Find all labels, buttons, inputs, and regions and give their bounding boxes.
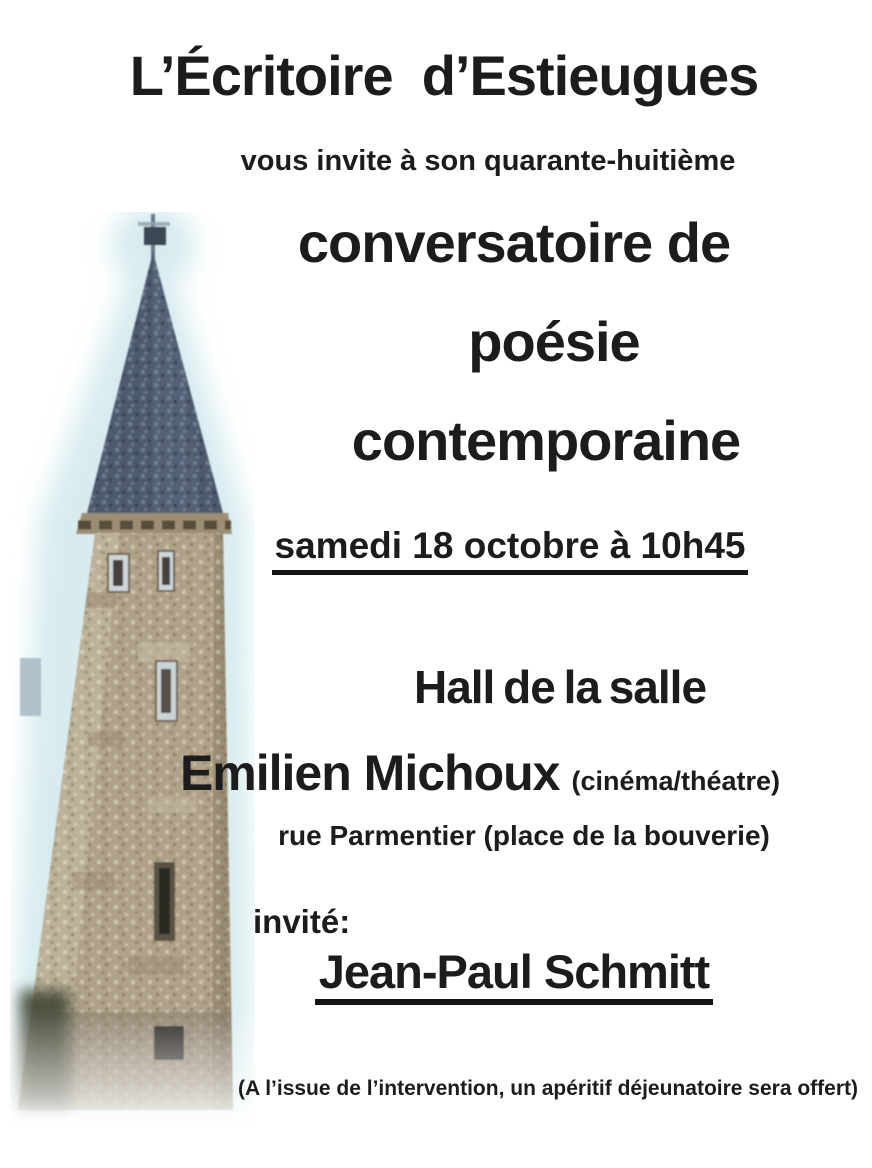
event-datetime-text: samedi 18 octobre à 10h45 [272, 527, 749, 575]
event-name-line1: conversatoire de [297, 211, 731, 274]
event-datetime [74, 527, 872, 575]
venue-note: (cinéma/théatre) [571, 766, 781, 796]
footer-note: (A l’issue de l’intervention, un apéritif déjeunatoire sera offert) [237, 1077, 858, 1100]
venue-name: Emilien Michoux [179, 745, 560, 801]
venue-hall: Hall de la salle [413, 661, 707, 713]
event-name-line2: poésie [468, 310, 640, 373]
venue-address: rue Parmentier (place de la bouverie) [278, 820, 770, 851]
guest-name: Jean-Paul Schmitt [315, 948, 713, 1005]
guest-label: invité: [253, 903, 351, 940]
event-name-line3: contemporaine [351, 409, 741, 472]
poster-title: L’Écritoire d’Estieugues [129, 44, 759, 107]
venue-name-line [44, 745, 872, 801]
invitation-subtitle: vous invite à son quarante-huitième [240, 145, 736, 177]
guest-name-line [78, 945, 872, 1005]
